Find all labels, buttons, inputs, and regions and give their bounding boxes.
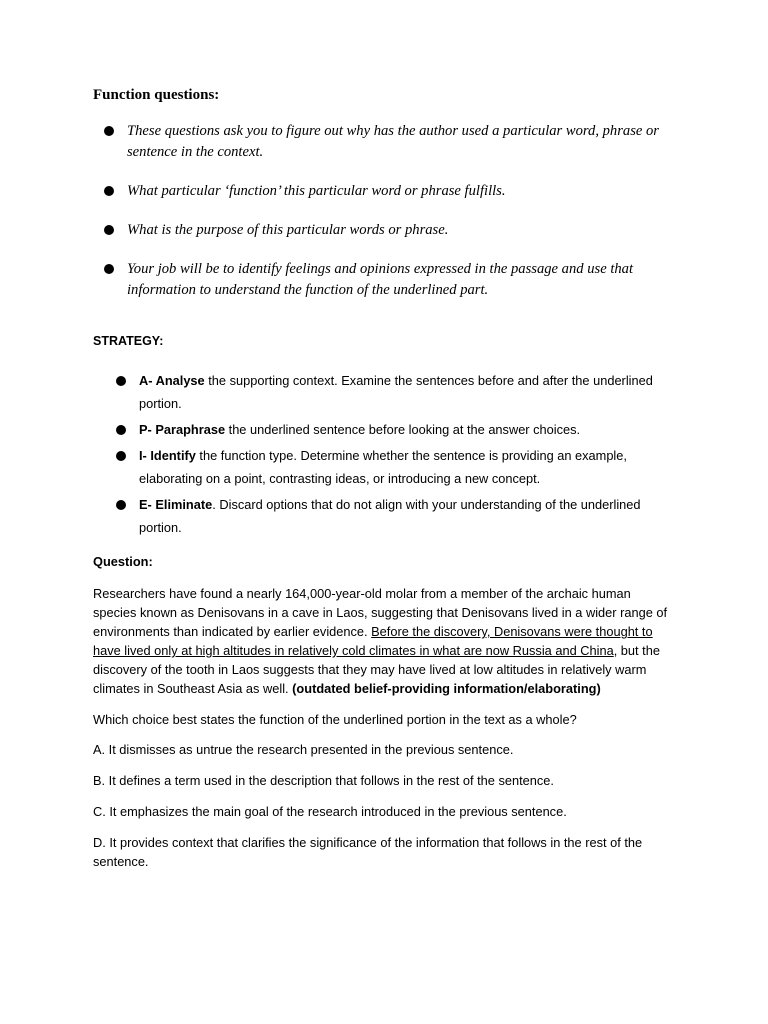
- list-item: [104, 181, 674, 202]
- strategy-item: [116, 444, 666, 490]
- answer-option-d: D. It provides context that clarifies the significance of the information that follows in the rest of the sentence.: [93, 835, 643, 869]
- passage-intro: Researchers have found a nearly 164,000-year-old molar from a member of the archaic human species known as Denisovans in a cave in Laos, suggesting that Denisovans lived in a wider range of environments than indicated by earlier evidence.: [93, 586, 668, 639]
- answer-option-b: B. It defines a term used in the description that follows in the rest of the sentence.: [93, 773, 554, 788]
- strategy-list: [116, 369, 666, 539]
- strategy-text: the underlined sentence before looking at the answer choices.: [225, 422, 581, 437]
- strategy-item: [116, 493, 666, 539]
- answer-option-a: A. It dismisses as untrue the research presented in the previous sentence.: [93, 742, 514, 757]
- answer-option-c: C. It emphasizes the main goal of the research introduced in the previous sentence.: [93, 804, 567, 819]
- bullet-icon: [104, 126, 114, 136]
- underlined-portion: Before the discovery, Denisovans were thought to have lived only at high altitudes in relatively cold climates in what are now Russia and China: [93, 624, 653, 658]
- bullet-icon: [116, 376, 126, 386]
- strategy-label: A- Analyse: [139, 373, 205, 388]
- strategy-label: I- Identify: [139, 448, 196, 463]
- bullet-icon: [104, 186, 114, 196]
- passage-note: (outdated belief-providing information/elaborating): [292, 681, 601, 696]
- question-prompt: Which choice best states the function of the underlined portion in the text as a whole?: [93, 712, 577, 727]
- bullet-icon: [116, 500, 126, 510]
- strategy-label: E- Eliminate: [139, 497, 213, 512]
- strategy-label: P- Paraphrase: [139, 422, 226, 437]
- bullet-icon: [116, 425, 126, 435]
- list-item: [104, 121, 674, 163]
- bullet-icon: [116, 451, 126, 461]
- strategy-text: the function type. Determine whether the sentence is providing an example, elaborating on a point, contrasting ideas, or introducing a new concept.: [139, 448, 627, 486]
- strategy-title: STRATEGY:: [93, 334, 164, 348]
- bullet-icon: [104, 264, 114, 274]
- strategy-text: . Discard options that do not align with your understanding of the underlined portion.: [139, 497, 641, 535]
- passage-rest: , but the discovery of the tooth in Laos suggests that they may have lived at low altitudes in relatively warm climates in Southeast Asia as well.: [93, 643, 660, 696]
- question-title: Question:: [93, 554, 153, 569]
- bullet-icon: [104, 225, 114, 235]
- list-item-text: What particular ‘function’ this particular word or phrase fulfills.: [127, 183, 506, 199]
- list-item: [104, 220, 674, 241]
- passage: [93, 584, 673, 698]
- strategy-item: [116, 418, 666, 441]
- list-item-text: These questions ask you to figure out why has the author used a particular word, phrase or sentence in the context.: [127, 123, 659, 160]
- list-item-text: What is the purpose of this particular words or phrase.: [127, 222, 449, 238]
- section-heading: Function questions:: [93, 87, 220, 103]
- strategy-text: the supporting context. Examine the sentences before and after the underlined portion.: [139, 373, 653, 411]
- function-questions-list: [104, 121, 674, 301]
- list-item-text: Your job will be to identify feelings and opinions expressed in the passage and use that information to understand the function of the underlined part.: [127, 261, 634, 298]
- list-item: [104, 259, 674, 301]
- strategy-item: [116, 369, 666, 415]
